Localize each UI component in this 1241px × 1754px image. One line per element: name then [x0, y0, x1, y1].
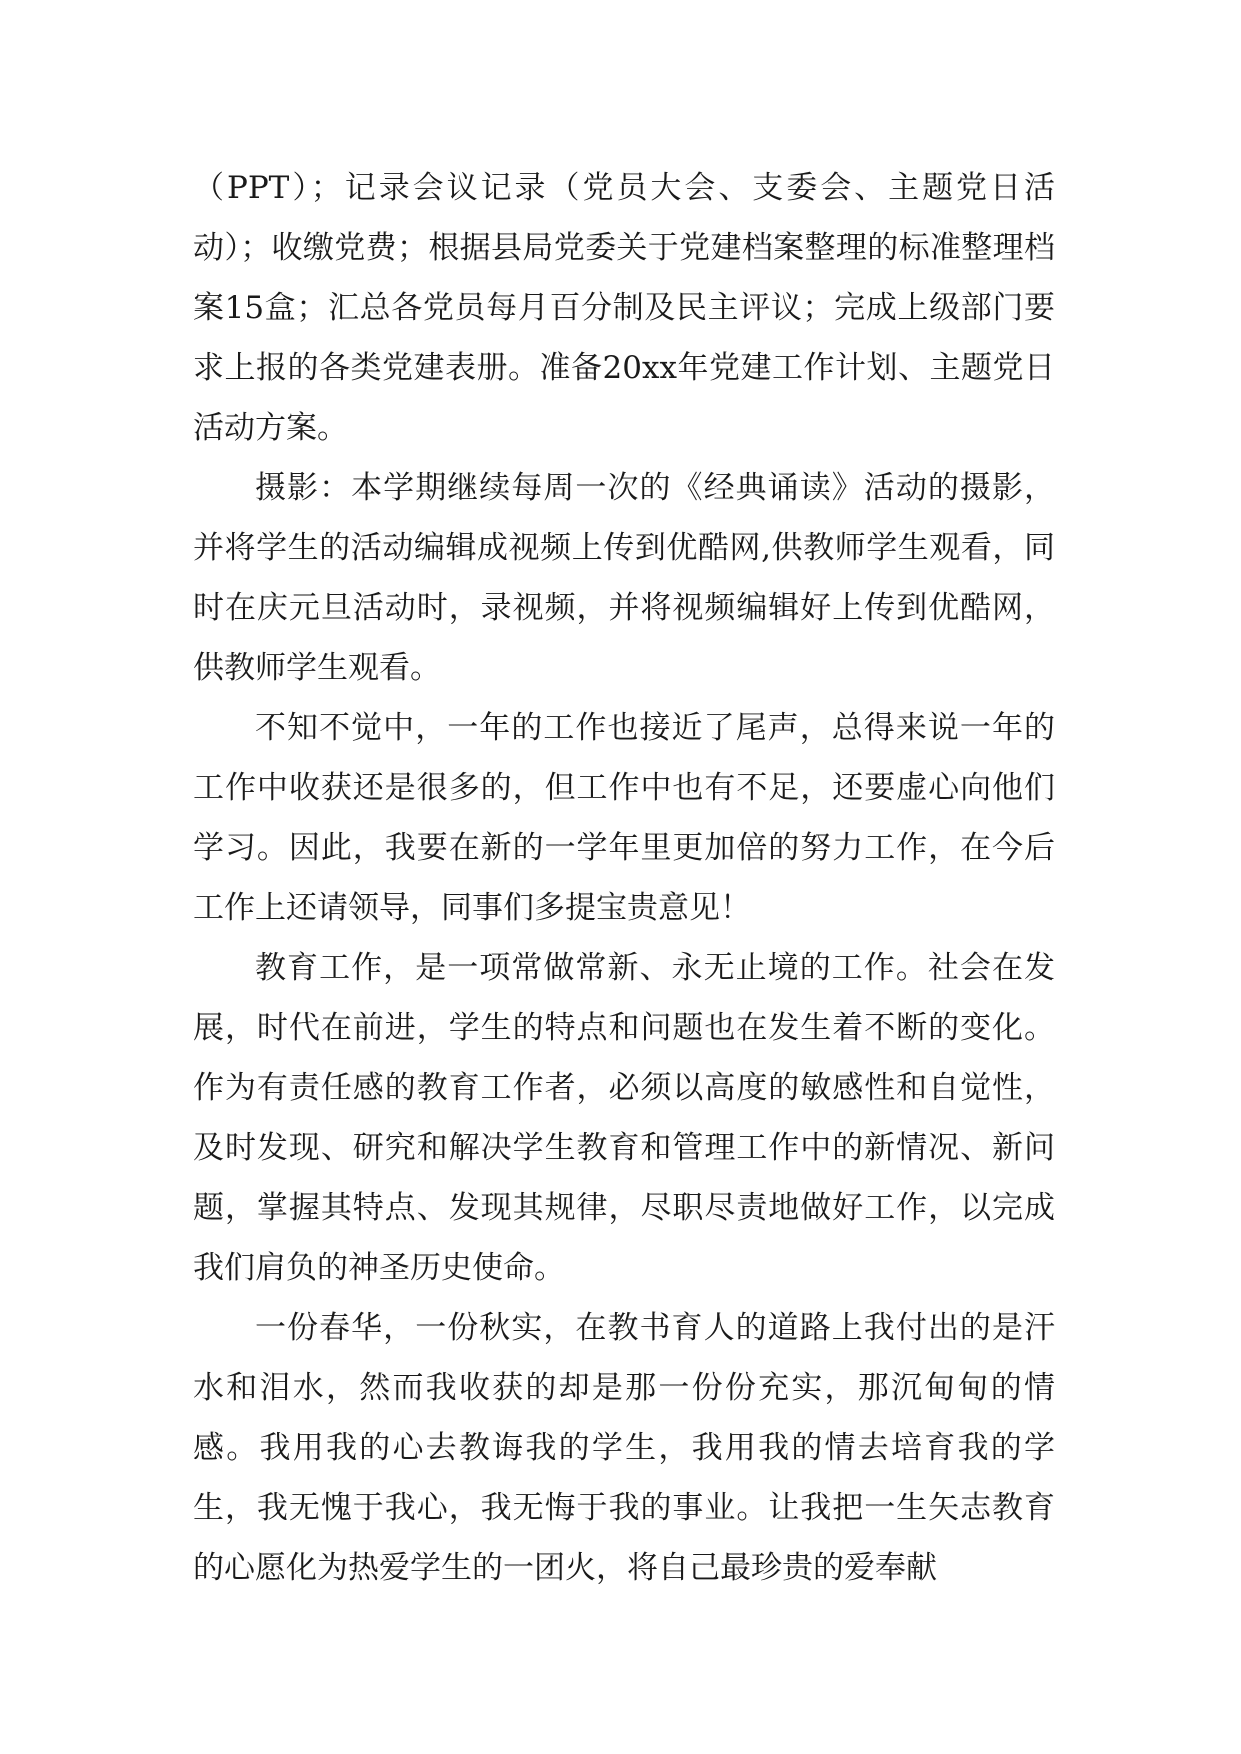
paragraph-photography: 摄影：本学期继续每周一次的《经典诵读》活动的摄影，并将学生的活动编辑成视频上传到优酷网,供教师学生观看，同时在庆元旦活动时，录视频，并将视频编辑好上传到优酷网，供教师学生观看。	[193, 470, 1055, 686]
paragraph-spring-autumn: 一份春华，一份秋实，在教书育人的道路上我付出的是汗水和泪水，然而我收获的却是那一份份充实，那沉甸甸的情感。我用我的心去教诲我的学生，我用我的情去培育我的学生，我无愧于我心，我无悔于我的事业。让我把一生矢志教育的心愿化为热爱学生的一团火，将自己最珍贵的爱奉献	[193, 1310, 1055, 1586]
paragraph-year-summary: 不知不觉中，一年的工作也接近了尾声，总得来说一年的工作中收获还是很多的，但工作中也有不足，还要虚心向他们学习。因此，我要在新的一学年里更加倍的努力工作，在今后工作上还请领导，同事们多提宝贵意见！	[193, 710, 1055, 926]
document-body	[193, 158, 1055, 1598]
paragraph-education-work: 教育工作，是一项常做常新、永无止境的工作。社会在发展，时代在前进，学生的特点和问题也在发生着不断的变化。作为有责任感的教育工作者，必须以高度的敏感性和自觉性，及时发现、研究和解决学生教育和管理工作中的新情况、新问题，掌握其特点、发现其规律，尽职尽责地做好工作，以完成我们肩负的神圣历史使命。	[193, 950, 1055, 1286]
paragraph-party-building: （PPT）；记录会议记录（党员大会、支委会、主题党日活动）；收缴党费；根据县局党委关于党建档案整理的标准整理档案15盒；汇总各党员每月百分制及民主评议；完成上级部门要求上报的各类党建表册。准备20xx年党建工作计划、主题党日活动方案。	[193, 170, 1055, 446]
